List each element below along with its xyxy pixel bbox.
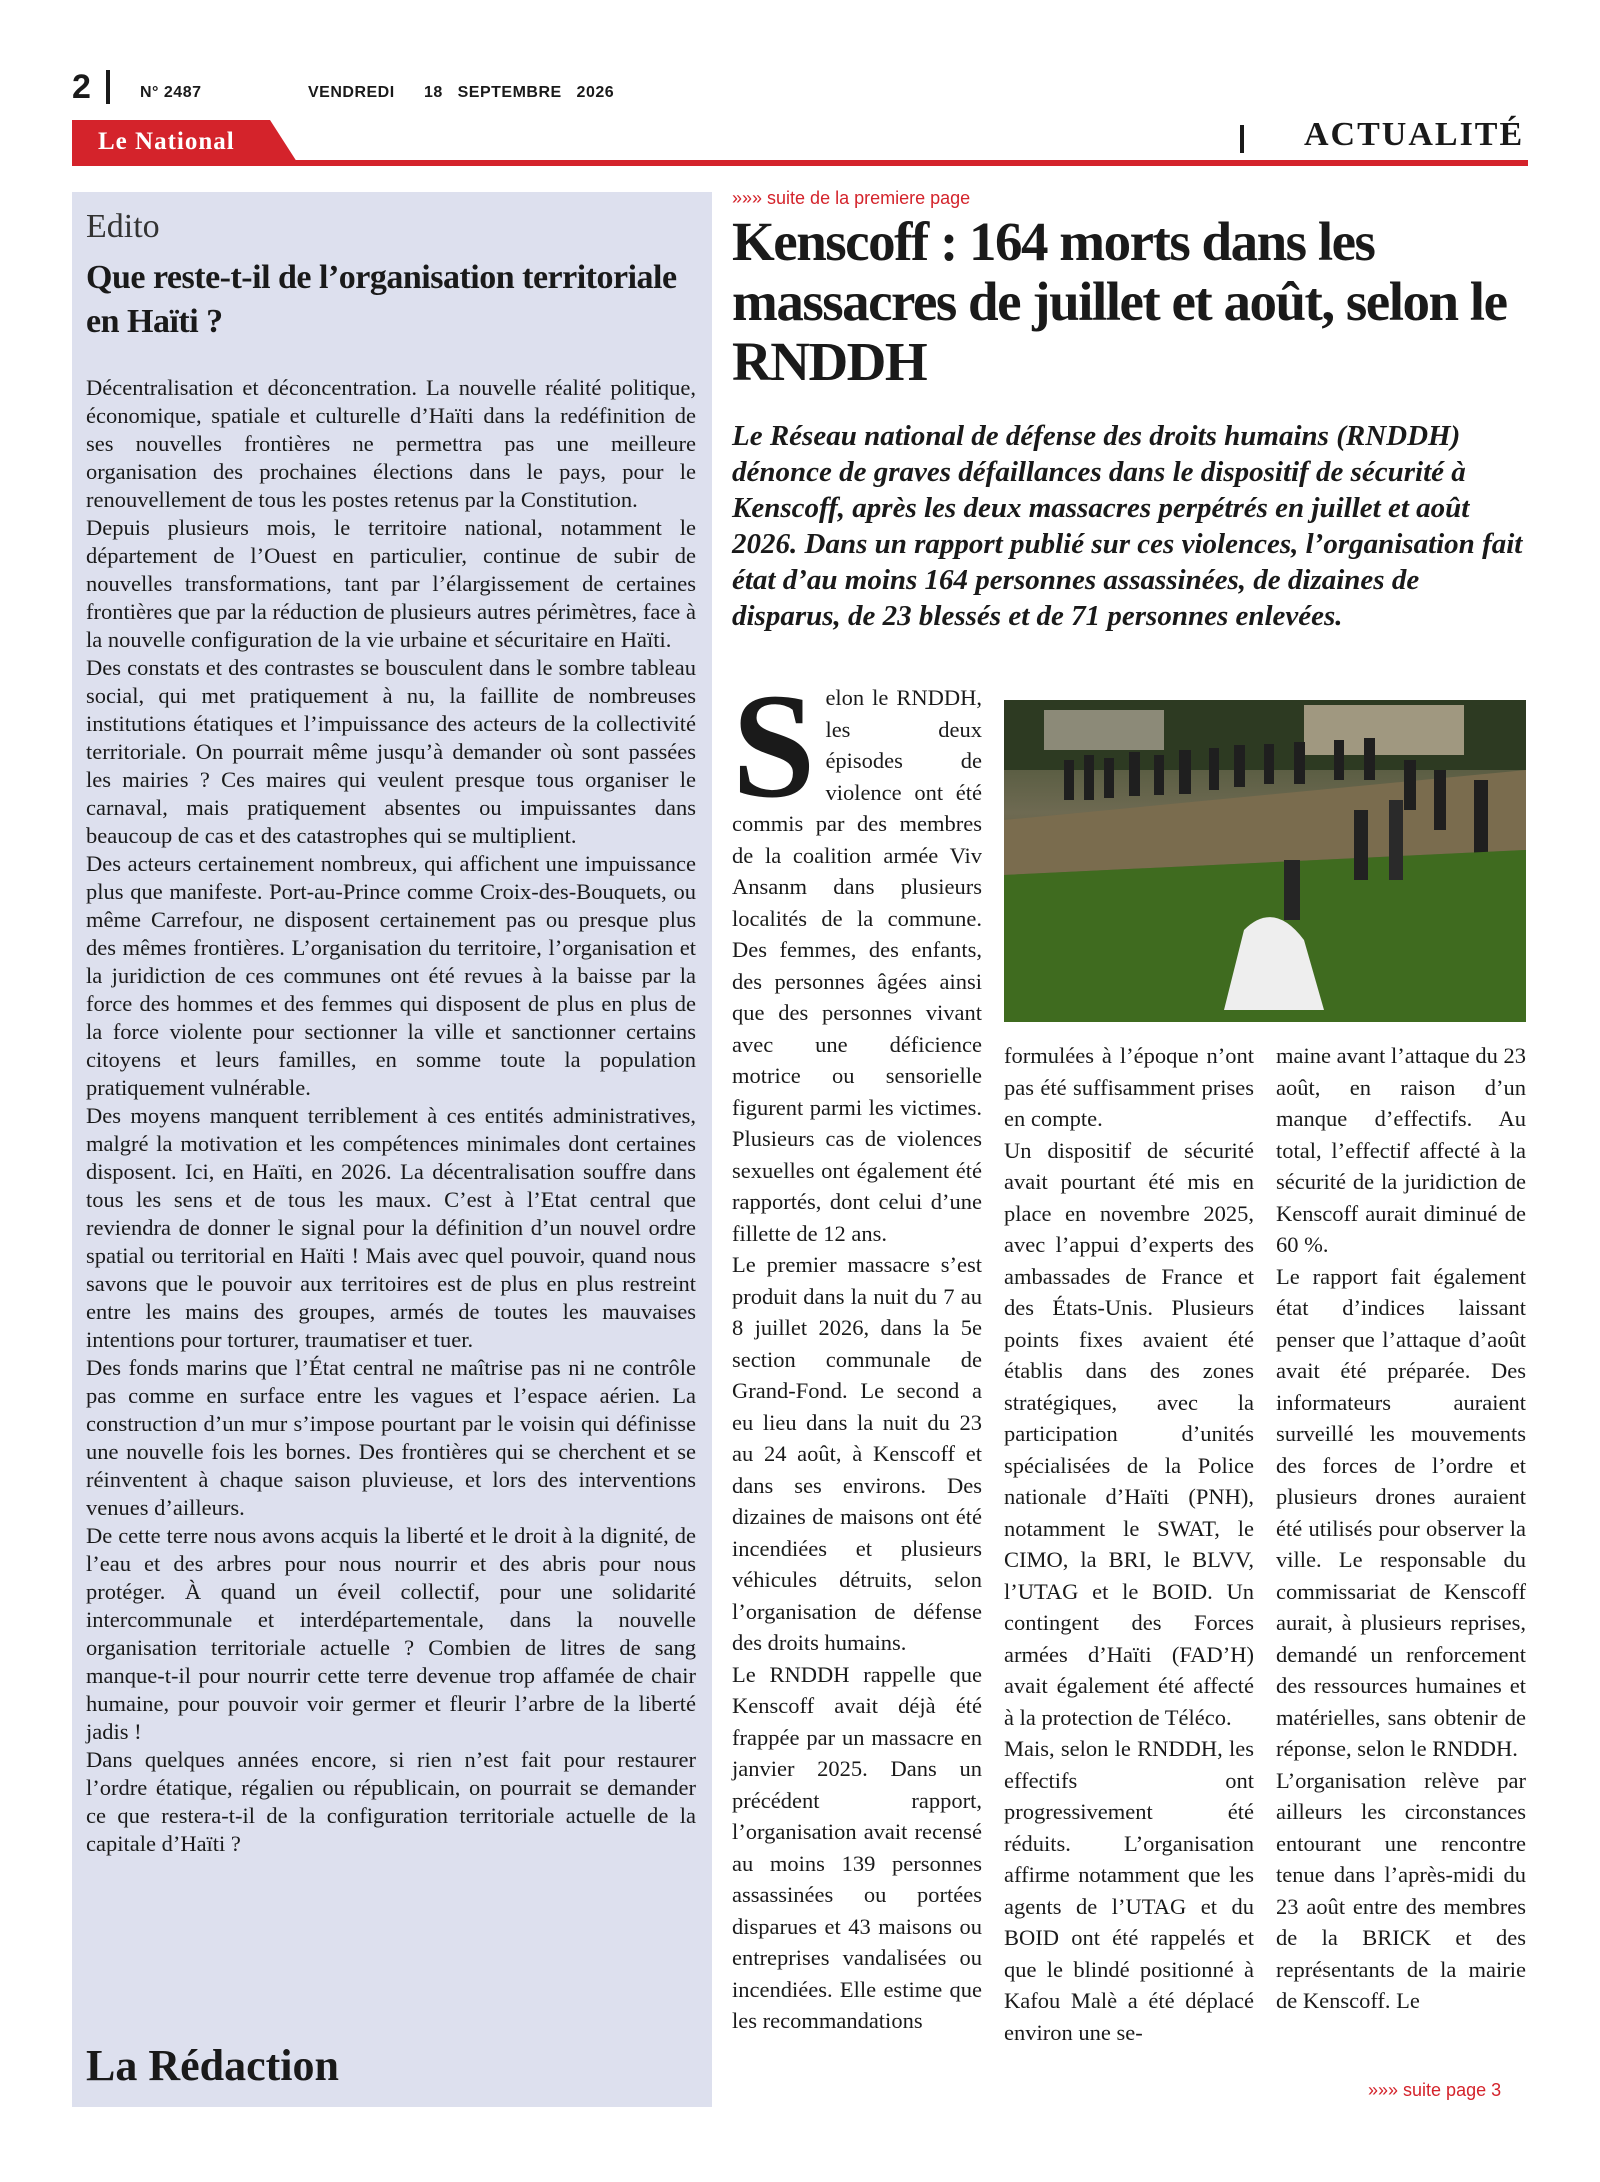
article-paragraph: Le RNDDH rappelle que Kenscoff avait déjà été frappée par un massacre en janvier 2025. Dans un précédent rapport, l’organisation avait recensé au moins 139 personnes assassinées ou portées disparues et 43 maisons ou entreprises vandalisées ou incendiées. Elle estime que les recommandations (732, 1661, 982, 2033)
edito-title: Que reste-t-il de l’organisation territoriale en Haïti ? (86, 259, 677, 340)
article-paragraph: formulées à l’époque n’ont pas été suffisamment prises en compte. (1004, 1043, 1254, 1131)
article-paragraph: Mais, selon le RNDDH, les effectifs ont progressivement été réduits. L’organisation affirme notamment que les agents de l’UTAG et du BOID ont été rappelés et que le blindé positionné à Kafou Malè a été déplacé environ une se- (1004, 1736, 1254, 2045)
drop-cap: S (732, 663, 816, 829)
edito-paragraph: Des moyens manquent terriblement à ces entités administratives, malgré la motivation et les compétences minimales dont certaines disposent. Ici, en Haïti, en 2026. La décentralisation souffre dans tous les sens et de tous les maux. C’est à l’Etat central que reviendra de donner le signal pour la définition d’un nouvel ordre spatial ou territorial en Haïti ! Mais avec quel pouvoir, quand nous savons que le pouvoir aux territoires est de plus en plus restreint entre les mains des groupes, armés de toutes les mauvaises intentions pour torturer, traumatiser et tuer. (86, 1103, 696, 1352)
issue-number: N° 2487 (140, 84, 202, 101)
article-paragraph: elon le RNDDH, les deux épisodes de violence ont été commis par des membres de la coalition armée Viv Ansanm dans plusieurs localités de la commune. Des femmes, des enfants, des personnes âgées ainsi que des personnes vivant avec une déficience motrice ou sensorielle figurent parmi les victimes. Plusieurs cas de violences sexuelles ont également été rapportés, dont celui d’une fillette de 12 ans. (732, 685, 982, 1246)
edito-signature: La Rédaction (86, 2041, 339, 2090)
section-title: ACTUALITÉ (1304, 116, 1525, 153)
edito-paragraph: Depuis plusieurs mois, le territoire national, notamment le département de l’Ouest en particulier, continue de subir de nouvelles transformations, tant par l’élargissement de certaines frontières que par la réduction de plusieurs autres périmètres, face à la nouvelle configuration de la vie urbaine et sécuritaire en Haïti. (86, 515, 696, 652)
issue-weekday: VENDREDI (308, 84, 395, 101)
edito-paragraph: Décentralisation et déconcentration. La nouvelle réalité politique, économique, spatiale et culturelle d’Haïti dans la redéfinition de ses nouvelles frontières ne permettra pas une meilleure organisation des prochaines élections dans le pays, pour le renouvellement de tous les postes retenus par la Constitution. (86, 375, 696, 512)
section-divider (1240, 125, 1244, 153)
article-column-3 (1276, 1040, 1526, 2017)
edito-paragraph: Dans quelques années encore, si rien n’est fait pour restaurer l’ordre étatique, régalien ou républicain, on pourrait se demander ce que restera-t-il de la configuration territoriale actuelle de la capitale d’Haïti ? (86, 1747, 696, 1856)
article-headline: Kenscoff : 164 morts dans les massacres de juillet et août, selon le RNDDH (732, 211, 1507, 392)
article-column-1 (732, 663, 982, 2037)
masthead-divider (106, 70, 110, 104)
issue-date: 18 SEPTEMBRE 2026 (424, 84, 615, 101)
continued-link[interactable]: »»» suite page 3 (1368, 2080, 1502, 2100)
article-column-2 (1004, 1040, 1254, 2048)
edito-paragraph: Des constats et des contrastes se bousculent dans le sombre tableau social, qui met pratiquement à nu, la faillite de nombreuses institutions étatiques et l’impuissance des acteurs de la collectivité territoriale. On pourrait même jusqu’à demander où sont passées les mairies ? Ces maires qui veulent presque tous organiser le carnaval, mais pratiquement absentes ou impuissantes dans beaucoup de cas et des catastrophes qui se multiplient. (86, 655, 696, 848)
article-photo (1004, 700, 1526, 1022)
edito-paragraph: Des acteurs certainement nombreux, qui affichent une impuissance plus que manifeste. Port-au-Prince comme Croix-des-Bouquets, ou même Carrefour, ne disposent certainement pas ou presque plus des mêmes frontières. L’organisation du territoire, l’organisation et la juridiction de ces communes ont été revues à la baisse par la force des hommes et des femmes qui disposent de plus en plus de la force violente pour sectionner la ville et sanctionner certains citoyens et leurs familles, en somme toute la population pratiquement vulnérable. (86, 851, 696, 1100)
edito-kicker: Edito (86, 208, 160, 245)
edito-paragraph: De cette terre nous avons acquis la liberté et le droit à la dignité, de l’eau et des arbres pour nous nourrir et des abris pour nous protéger. À quand un éveil collectif, pour une solidarité intercommunale et interdépartementale, dans la nouvelle organisation territoriale actuelle ? Combien de litres de sang manque-t-il pour nourrir cette terre devenue trop affamée de chair humaine, pour pouvoir voir germer et fleurir l’arbre de la liberté jadis ! (86, 1523, 696, 1744)
edito-paragraph: Des fonds marins que l’État central ne maîtrise pas ni ne contrôle pas comme en surface entre les vagues et l’espace aérien. La construction d’un mur s’impose pourtant par le voisin qui définisse une nouvelle fois les bornes. Des frontières qui se cherchent et se réinventent à chaque saison pluvieuse, et lors des interventions venues d’ailleurs. (86, 1355, 696, 1520)
continuation-kicker: »»» suite de la premiere page (732, 188, 971, 208)
article-paragraph: Un dispositif de sécurité avait pourtant été mis en place en novembre 2025, avec l’appui d’experts des ambassades de France et des États-Unis. Plusieurs points fixes avaient été établis dans des zones stratégiques, avec la participation d’unités spécialisées de la Police nationale d’Haïti (PNH), notamment le SWAT, le CIMO, la BRI, le BLVV, l’UTAG et le BOID. Un contingent des Forces armées d’Haïti (FAD’H) avait également été affecté à la protection de Téléco. (1004, 1137, 1254, 1730)
article-lede: Le Réseau national de défense des droits humains (RNDDH) dénonce de graves défaillances dans le dispositif de sécurité à Kenscoff, après les deux massacres perpétrés en juillet et août 2026. Dans un rapport publié sur ces violences, l’organisation fait état d’au moins 164 personnes assassinées, de dizaines de disparus, de 23 blessés et de 71 personnes enlevées. (732, 420, 1523, 632)
article-paragraph: maine avant l’attaque du 23 août, en raison d’un manque d’effectifs. Au total, l’effectif affecté à la sécurité de la juridiction de Kenscoff aurait diminué de 60 %. (1276, 1043, 1526, 1257)
article-paragraph: Le premier massacre s’est produit dans la nuit du 7 au 8 juillet 2026, dans la 5e section communale de Grand-Fond. Le second a eu lieu dans la nuit du 23 au 24 août, à Kenscoff et dans ses environs. Des dizaines de maisons ont été incendiées et plusieurs véhicules détruits, selon l’organisation de défense des droits humains. (732, 1252, 982, 1655)
edito-body (86, 374, 696, 1858)
article-paragraph: L’organisation relève par ailleurs les circonstances entourant une rencontre tenue dans l’après-midi du 23 août entre des membres de la BRICK et des représentants de la mairie de Kenscoff. Le (1276, 1767, 1526, 2013)
article-paragraph: Le rapport fait également état d’indices laissant penser que l’attaque d’août avait été préparée. Des informateurs auraient surveillé les mouvements des forces de l’ordre et plusieurs drones auraient été utilisés pour observer la ville. Le responsable du commissariat de Kenscoff aurait, à plusieurs reprises, demandé un renforcement des ressources humaines et matérielles, sans obtenir de réponse, selon le RNDDH. (1276, 1263, 1526, 1761)
brand-logo: Le National (98, 128, 235, 155)
header-rule (72, 160, 1528, 166)
page-number: 2 (72, 68, 91, 106)
